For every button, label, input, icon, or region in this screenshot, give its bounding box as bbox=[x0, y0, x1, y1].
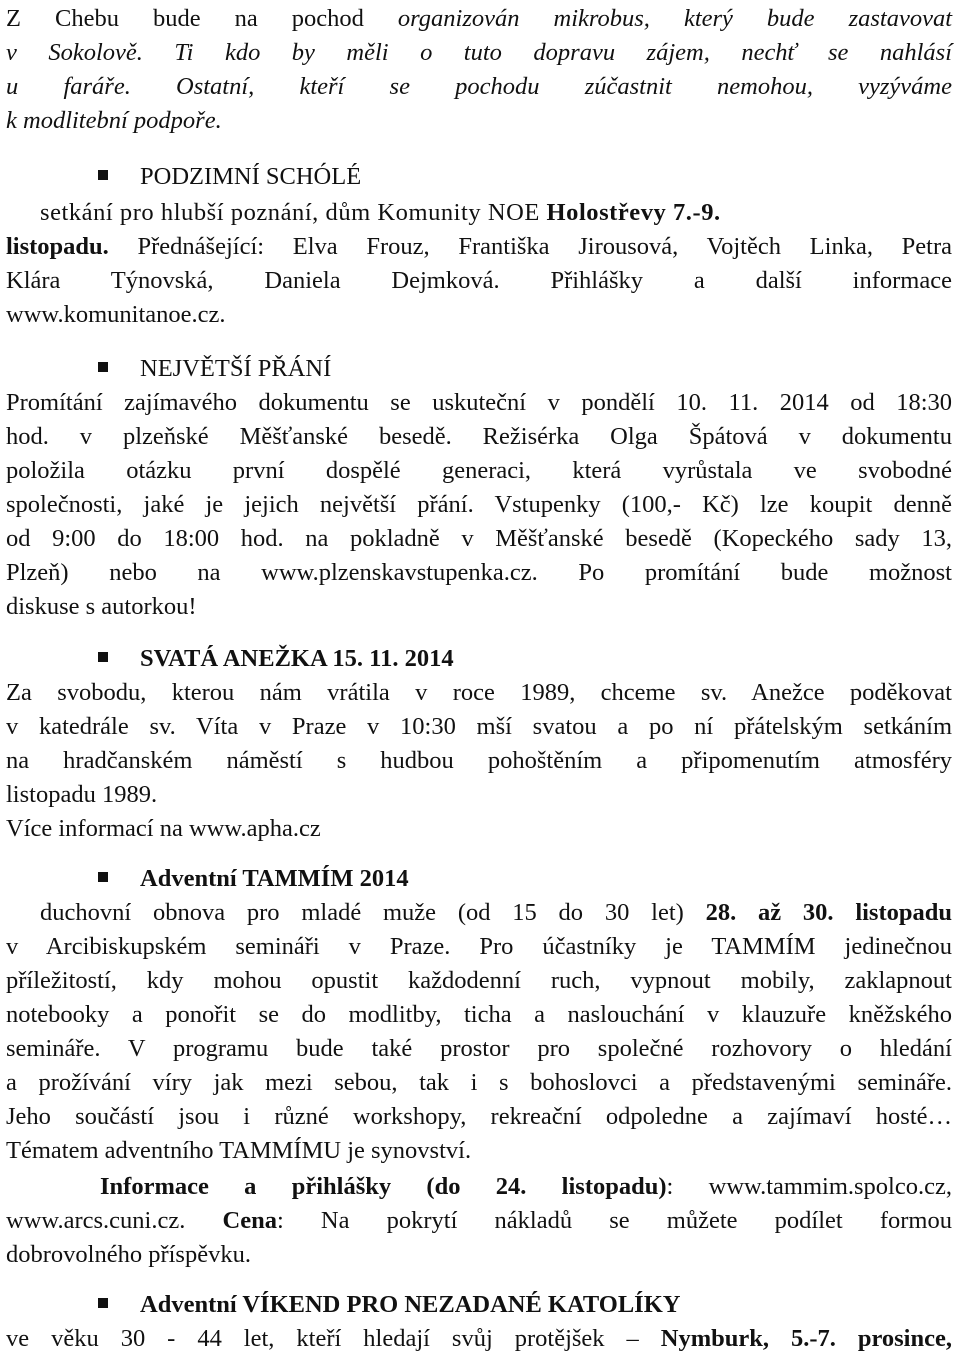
tammim-line-4: notebooky a ponořit se do modlitby, ticha a naslouchání v klauzuře kněžského bbox=[6, 1001, 952, 1028]
nejvetsi-line-4: společnosti, jaké je jejich největší přání. Vstupenky (100,- Kč) lze koupit denně bbox=[6, 491, 952, 518]
section-heading-anezka: SVATÁ ANEŽKA 15. 11. 2014 bbox=[140, 642, 454, 676]
nejvetsi-line-1: Promítání zajímavého dokumentu se uskuteční v pondělí 10. 11. 2014 od 18:30 bbox=[6, 389, 952, 416]
podzimni-line-4: www.komunitanoe.cz. bbox=[6, 301, 226, 328]
podzimni-line-2: listopadu. Přednášející: Elva Frouz, Františka Jirousová, Vojtěch Linka, Petra bbox=[6, 233, 952, 260]
nejvetsi-line-3: položila otázku první dospělé generaci, která vyrůstala ve svobodné bbox=[6, 457, 952, 484]
podzimni-line-1: setkání pro hlubší poznání, dům Komunity NOE Holostřevy 7.-9. bbox=[40, 199, 721, 226]
anezka-line-1: Za svobodu, kterou nám vrátila v roce 1989, chceme sv. Anežce poděkovat bbox=[6, 679, 952, 706]
tammim-line-11: dobrovolného příspěvku. bbox=[6, 1241, 251, 1268]
tammim-line-8: Tématem adventního TAMMÍMU je synovství. bbox=[6, 1137, 472, 1164]
anezka-line-5: Více informací na www.apha.cz bbox=[6, 815, 321, 842]
square-bullet-icon bbox=[98, 652, 108, 662]
square-bullet-icon bbox=[98, 872, 108, 882]
intro-text-italic: organizován mikrobus, který bude zastavovat bbox=[397, 5, 952, 32]
section-heading-podzimni: PODZIMNÍ SCHÓLÉ bbox=[140, 160, 361, 194]
section-heading-nejvetsi: NEJVĚTŠÍ PŘÁNÍ bbox=[140, 352, 331, 386]
tammim-line-3: příležitostí, kdy mohou opustit každodenní ruch, vypnout mobily, zaklapnout bbox=[6, 967, 952, 994]
nejvetsi-line-7: diskuse s autorkou! bbox=[6, 593, 197, 620]
tammim-line-9: Informace a přihlášky (do 24. listopadu): www.tammim.spolco.cz, bbox=[100, 1173, 952, 1200]
anezka-line-2: v katedrále sv. Víta v Praze v 10:30 mší svatou a po ní přátelským setkáním bbox=[6, 713, 952, 740]
nejvetsi-line-2: hod. v plzeňské Měšťanské besedě. Režisérka Olga Špátová v dokumentu bbox=[6, 423, 952, 450]
nejvetsi-line-5: od 9:00 do 18:00 hod. na pokladně v Měšťanské besedě (Kopeckého sady 13, bbox=[6, 525, 952, 552]
nejvetsi-line-6: Plzeň) nebo na www.plzenskavstupenka.cz. Po promítání bude možnost bbox=[6, 559, 952, 586]
square-bullet-icon bbox=[98, 1298, 108, 1308]
tammim-line-7: Jeho součástí jsou i různé workshopy, rekreační odpoledne a zajímaví hosté… bbox=[6, 1103, 952, 1130]
tammim-line-5: semináře. V programu bude také prostor pro společné rozhovory o hledání bbox=[6, 1035, 952, 1062]
section-heading-vikend: Adventní VÍKEND PRO NEZADANÉ KATOLÍKY bbox=[140, 1288, 680, 1322]
section-heading-tammim: Adventní TAMMÍM 2014 bbox=[140, 862, 409, 896]
square-bullet-icon bbox=[98, 170, 108, 180]
vikend-line-1: ve věku 30 - 44 let, kteří hledají svůj protějšek – Nymburk, 5.-7. prosince, bbox=[6, 1325, 952, 1352]
tammim-line-1: duchovní obnova pro mladé muže (od 15 do 30 let) 28. až 30. listopadu bbox=[40, 899, 953, 926]
anezka-line-3: na hradčanském náměstí s hudbou pohoštěním a připomenutím atmosféry bbox=[6, 747, 952, 774]
intro-line-1 bbox=[6, 2, 952, 36]
tammim-line-6: a prožívání víry jak mezi sebou, tak i s bohoslovci a představenými semináře. bbox=[6, 1069, 952, 1096]
intro-line-4: k modlitební podpoře. bbox=[6, 107, 222, 134]
intro-text: Z Chebu bude na pochod bbox=[6, 5, 398, 32]
tammim-line-10: www.arcs.cuni.cz. Cena: Na pokrytí nákladů se můžete podílet formou bbox=[6, 1207, 952, 1234]
tammim-line-2: v Arcibiskupském semináři v Praze. Pro účastníky je TAMMÍM jedinečnou bbox=[6, 933, 952, 960]
intro-line-2: v Sokolově. Ti kdo by měli o tuto dopravu zájem, nechť se nahlásí bbox=[6, 39, 952, 66]
podzimni-line-3: Klára Týnovská, Daniela Dejmková. Přihlášky a další informace bbox=[6, 267, 952, 294]
anezka-line-4: listopadu 1989. bbox=[6, 781, 158, 808]
intro-line-3: u faráře. Ostatní, kteří se pochodu zúčastnit nemohou, vyzýváme bbox=[6, 73, 952, 100]
square-bullet-icon bbox=[98, 362, 108, 372]
